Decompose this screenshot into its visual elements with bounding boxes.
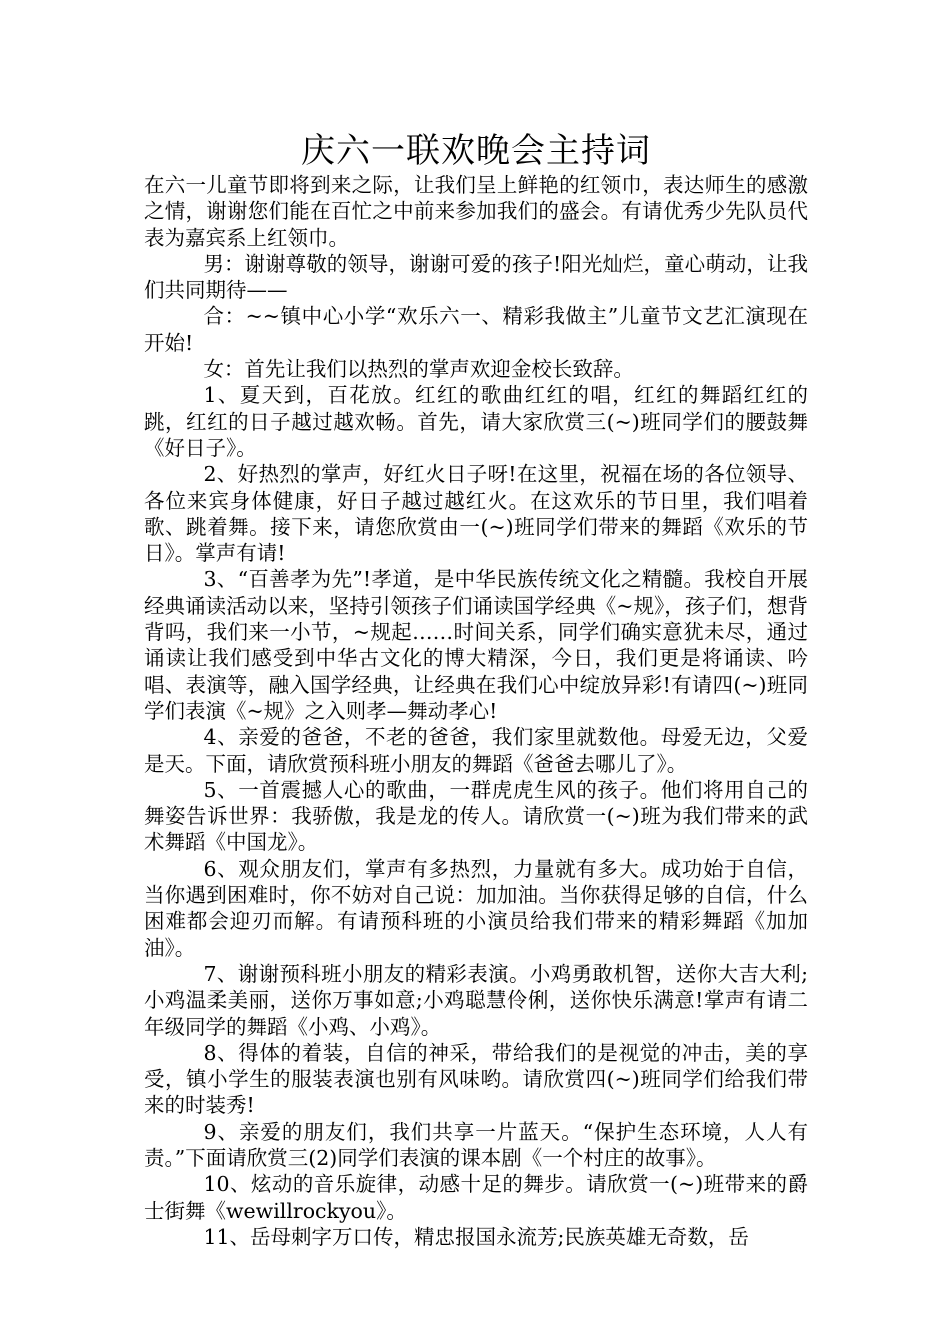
paragraph: 10、炫动的音乐旋律，动感十足的舞步。请欣赏一(~)班带来的爵士街舞《wewillrockyou》。 — [144, 1172, 808, 1223]
paragraph: 6、观众朋友们，掌声有多热烈，力量就有多大。成功始于自信，当你遇到困难时，你不妨对自己说：加加油。当你获得足够的自信，什么困难都会迎刃而解。有请预科班的小演员给我们带来的精彩舞蹈《加加油》。 — [144, 856, 808, 960]
paragraph: 2、好热烈的掌声，好红火日子呀!在这里，祝福在场的各位领导、各位来宾身体健康，好日子越过越红火。在这欢乐的节日里，我们唱着歌、跳着舞。接下来，请您欣赏由一(~)班同学们带来的舞蹈《欢乐的节日》。掌声有请! — [144, 462, 808, 566]
paragraph: 11、岳母刺字万口传，精忠报国永流芳;民族英雄无奇数，岳 — [203, 1224, 749, 1249]
paragraph: 8、得体的着装，自信的神采，带给我们的是视觉的冲击，美的享受，镇小学生的服装表演也别有风味哟。请欣赏四(~)班同学们给我们带来的时装秀! — [144, 1040, 808, 1118]
paragraph: 合：~~镇中心小学“欢乐六一、精彩我做主”儿童节文艺汇演现在开始! — [144, 304, 808, 355]
document-title: 庆六一联欢晚会主持词 — [301, 131, 651, 171]
paragraph: 在六一儿童节即将到来之际，让我们呈上鲜艳的红领巾，表达师生的感激之情，谢谢您们能在百忙之中前来参加我们的盛会。有请优秀少先队员代表为嘉宾系上红领巾。 — [144, 173, 808, 250]
paragraph: 3、“百善孝为先”!孝道，是中华民族传统文化之精髓。我校自开展经典诵读活动以来，坚持引领孩子们诵读国学经典《~规》，孩子们，想背背吗，我们来一小节，~规起……时间关系，同学们确实意犹未尽，通过诵读让我们感受到中华古文化的博大精深，今日，我们更是将诵读、吟唱、表演等，融入国学经典，让经典在我们心中绽放异彩!有请四(~)班同学们表演《~规》之入则孝—舞动孝心! — [144, 567, 808, 723]
paragraph: 男：谢谢尊敬的领导，谢谢可爱的孩子!阳光灿烂，童心萌动，让我们共同期待—— — [144, 251, 808, 303]
paragraph: 7、谢谢预科班小朋友的精彩表演。小鸡勇敢机智，送你大吉大利;小鸡温柔美丽，送你万事如意;小鸡聪慧伶俐，送你快乐满意!掌声有请二年级同学的舞蹈《小鸡、小鸡》。 — [144, 961, 808, 1039]
document-body — [144, 172, 808, 1250]
paragraph: 9、亲爱的朋友们，我们共享一片蓝天。“保护生态环境，人人有责。”下面请欣赏三(2)同学们表演的课本剧《一个村庄的故事》。 — [144, 1119, 808, 1170]
paragraph: 1、夏天到，百花放。红红的歌曲红红的唱，红红的舞蹈红红的跳，红红的日子越过越欢畅。首先，请大家欣赏三(~)班同学们的腰鼓舞《好日子》。 — [144, 383, 808, 460]
document-page — [144, 130, 808, 1250]
paragraph: 5、一首震撼人心的歌曲，一群虎虎生风的孩子。他们将用自己的舞姿告诉世界：我骄傲，我是龙的传人。请欣赏一(~)班为我们带来的武术舞蹈《中国龙》。 — [144, 777, 808, 855]
paragraph: 女：首先让我们以热烈的掌声欢迎金校长致辞。 — [203, 357, 634, 382]
paragraph: 4、亲爱的爸爸，不老的爸爸，我们家里就数他。母爱无边，父爱是天。下面，请欣赏预科班小朋友的舞蹈《爸爸去哪儿了》。 — [144, 725, 808, 776]
